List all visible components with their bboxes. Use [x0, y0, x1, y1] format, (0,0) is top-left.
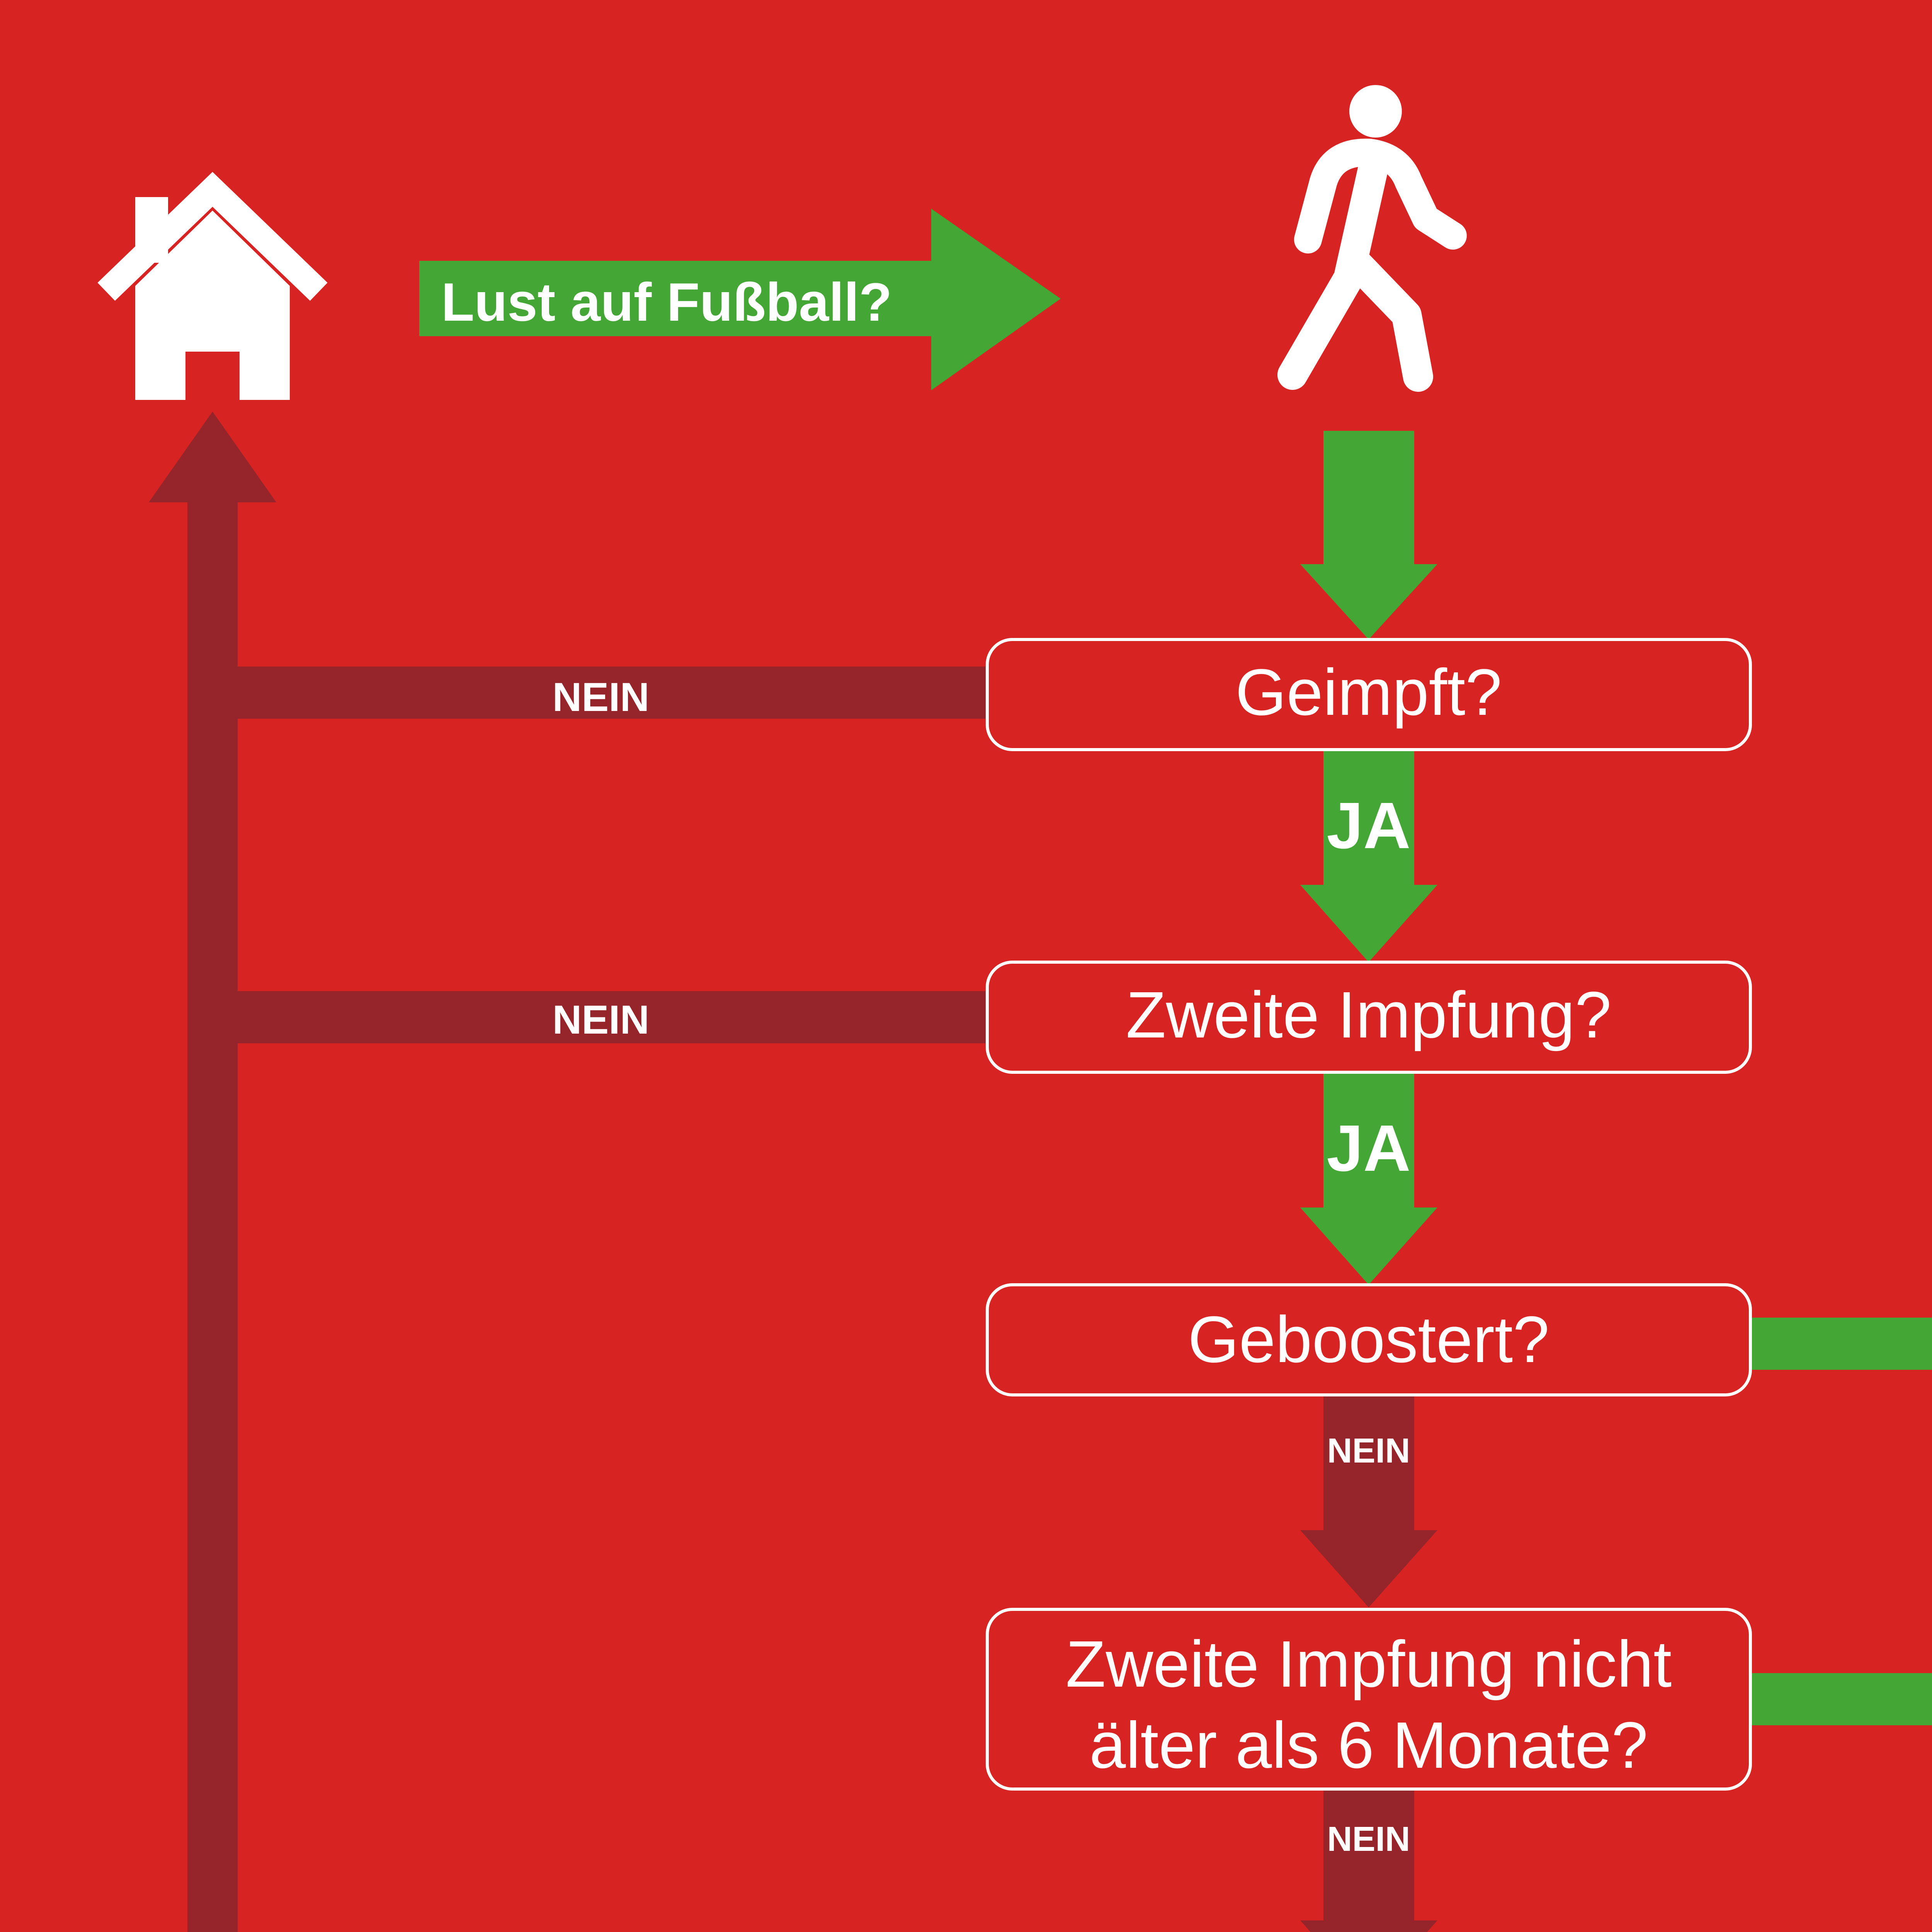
edge-q3-no-label: NEIN: [1327, 1432, 1410, 1470]
question-4-text-line2: älter als 6 Monate?: [1089, 1709, 1648, 1782]
question-4-text-line1: Zweite Impfung nicht: [1065, 1628, 1672, 1701]
start-arrow-label: Lust auf Fußball?: [441, 272, 892, 332]
question-box-4: [987, 1609, 1750, 1789]
edge-q2-yes-label: JA: [1327, 1112, 1411, 1185]
edge-q1-no-label: NEIN: [552, 675, 650, 720]
question-box-2: [987, 962, 1750, 1072]
question-box-1: [987, 639, 1750, 750]
question-2-text: Zweite Impfung?: [1126, 978, 1612, 1052]
question-box-3: [987, 1285, 1750, 1395]
question-3-text: Geboostert?: [1188, 1303, 1549, 1376]
edge-q4-no-label: NEIN: [1327, 1820, 1410, 1859]
edge-q2-no-label: NEIN: [552, 997, 650, 1043]
edge-q1-yes-label: JA: [1327, 789, 1411, 862]
question-1-text: Geimpft?: [1235, 656, 1502, 729]
